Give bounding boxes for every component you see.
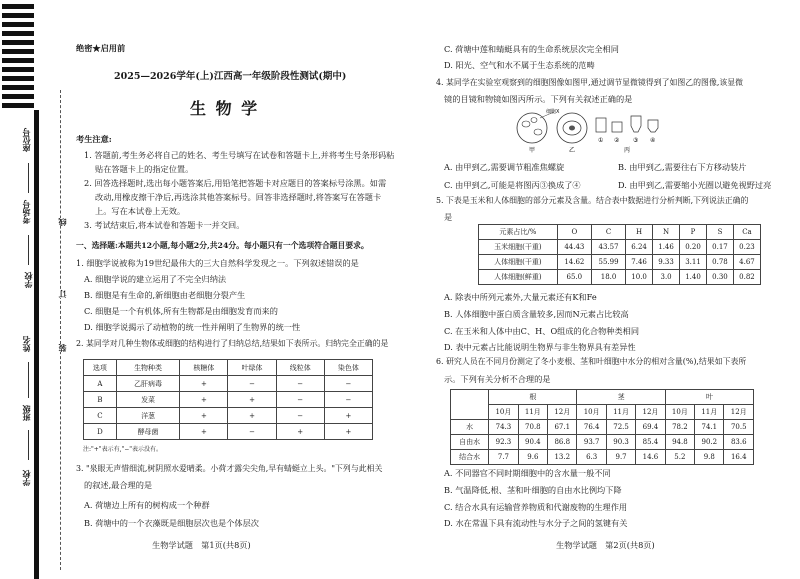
table-header-cell: 11月 (695, 405, 724, 420)
cell: 水 (451, 420, 489, 435)
section-heading: 一、选择题:本题共12小题,每小题2分,共24分。每小题只有一个选项符合题目要求。 (76, 241, 369, 250)
table-header-cell: 10月 (665, 405, 694, 420)
cell: 93.7 (577, 435, 606, 450)
q4-option-b: B. 由甲到乙,需要往右下方移动装片 (618, 162, 747, 172)
class-label: 班级 (21, 405, 31, 421)
table-group-cell: 茎 (577, 390, 665, 405)
cell: 乙肝病毒 (116, 376, 179, 392)
cell: 洋葱 (116, 408, 179, 424)
question-6-cont: 示。下列有关分析不合理的是 (444, 374, 551, 384)
table-row (84, 376, 373, 392)
cell: 0.20 (680, 240, 707, 255)
binding-bar (2, 22, 34, 27)
cell: 18.0 (591, 270, 625, 285)
table-header-cell: 叶绿体 (228, 360, 276, 376)
cell: + (324, 408, 372, 424)
cell-x-label: 细胞X (546, 109, 560, 115)
table-row (479, 270, 761, 285)
figure-bing (596, 116, 658, 154)
q3-option-c: C. 荷塘中莲和蜻蜓具有的生命系统层次完全相同 (444, 44, 619, 54)
table-row (479, 240, 761, 255)
cell: − (324, 376, 372, 392)
footer-right: 生物学试题 第2页(共8页) (556, 540, 655, 550)
cell: 43.57 (591, 240, 625, 255)
cell: 92.3 (489, 435, 518, 450)
cell: 发菜 (116, 392, 179, 408)
table-header-cell: 10月 (577, 405, 606, 420)
name-label: 姓名 (21, 336, 31, 352)
cell: + (180, 424, 228, 440)
cell: A (84, 376, 117, 392)
cell: − (276, 408, 324, 424)
cell: 76.4 (577, 420, 606, 435)
table-row (84, 424, 373, 440)
cell: 44.43 (557, 240, 591, 255)
q4-option-d: D. 由甲到乙,需要缩小光圈以避免视野过亮 (618, 180, 772, 190)
table-header-cell: 12月 (724, 405, 754, 420)
table-header-cell: 核糖体 (180, 360, 228, 376)
cell: 13.2 (548, 450, 577, 465)
cell: 9.8 (695, 450, 724, 465)
cell: 55.99 (591, 255, 625, 270)
seat-label: 座位号 (21, 128, 31, 152)
notice-line: 1. 答题前,考生务必将自己的姓名、考生号填写在试卷和答题卡上,并将考生号条形码粘 (84, 150, 395, 160)
label-3: ③ (633, 137, 639, 144)
class-line (28, 430, 29, 460)
cell: − (276, 392, 324, 408)
table-group-cell: 叶 (665, 390, 753, 405)
cell: 74.1 (695, 420, 724, 435)
question-5-cont: 是 (444, 212, 453, 222)
cell: 90.3 (606, 435, 635, 450)
binding-bar (2, 13, 34, 18)
cell: 69.4 (636, 420, 665, 435)
question-6: 6. 研究人员在不同月份测定了冬小麦根、茎和叶细胞中水分的相对含量(%),结果如下表所 (436, 357, 747, 366)
table-header-cell: C (591, 225, 625, 240)
table-row (451, 420, 754, 435)
binding-bar (2, 103, 34, 108)
table-header-cell: 生物种类 (116, 360, 179, 376)
table-header-row (84, 360, 373, 376)
binding-xian: 线 (57, 218, 67, 226)
table-header-cell: 线粒体 (276, 360, 324, 376)
q1-option-c: C. 细胞是一个有机体,所有生物都是由细胞发育而来的 (84, 306, 278, 316)
class-label-top: 学校 (23, 272, 33, 288)
label-bing: 丙 (624, 147, 631, 154)
cell: + (180, 408, 228, 424)
table-header-cell: O (557, 225, 591, 240)
cell: − (276, 376, 324, 392)
cell: 结合水 (451, 450, 489, 465)
q4-option-a: A. 由甲到乙,需要调节粗准焦螺旋 (444, 162, 565, 172)
binding-bar (2, 58, 34, 63)
cell: C (84, 408, 117, 424)
q5-option-c: C. 在玉米和人体中由C、H、O组成的化合物种类相同 (444, 326, 640, 336)
table-header-row (451, 390, 754, 405)
table-elements (478, 224, 761, 285)
exam-no-label: 考场号 (21, 200, 31, 224)
notice-line: 2. 回答选择题时,选出每小题答案后,用铅笔把答题卡对应题目的答案标号涂黑。如需 (84, 178, 387, 188)
footer-left: 生物学试题 第1页(共8页) (152, 540, 251, 550)
table-row (84, 408, 373, 424)
notice-line: 3. 考试结束后,将本试卷和答题卡一并交回。 (84, 220, 245, 230)
notice-line: 上。写在本试卷上无效。 (95, 206, 186, 216)
cell: + (180, 376, 228, 392)
cell: 1.46 (653, 240, 680, 255)
binding-strip (0, 0, 40, 579)
q5-option-d: D. 表中元素占比能说明生物界与非生物界具有差异性 (444, 342, 636, 352)
cell: 3.11 (680, 255, 707, 270)
q1-option-a: A. 细胞学说的建立运用了不完全归纳法 (84, 274, 227, 284)
q5-option-b: B. 人体细胞中蛋白质含量较多,因而N元素占比较高 (444, 309, 629, 319)
question-3-cont: 的叙述,最合理的是 (84, 480, 153, 490)
cell: 1.40 (680, 270, 707, 285)
cell: D (84, 424, 117, 440)
fold-line (60, 90, 62, 570)
table-header-cell: 选项 (84, 360, 117, 376)
subject-title: 生 物 学 (190, 99, 260, 118)
notice-title: 考生注意: (76, 134, 112, 144)
q6-option-a: A. 不同器官不同时期细胞中的含水量一般不同 (444, 468, 611, 478)
question-2: 2. 某同学对几种生物体或细胞的结构进行了归纳总结,结果如下表所示。归纳完全正确的是 (76, 339, 389, 348)
cell: 10.0 (626, 270, 653, 285)
cell: + (324, 424, 372, 440)
cell: 9.6 (518, 450, 547, 465)
figure-yi (557, 113, 587, 154)
cell: 4.67 (733, 255, 760, 270)
cell: 14.6 (636, 450, 665, 465)
cell: 78.2 (665, 420, 694, 435)
table-header-cell: P (680, 225, 707, 240)
school-label: 学校 (21, 470, 31, 486)
binding-zhuang: 装 (57, 344, 67, 352)
seat-line (28, 163, 29, 193)
question-5: 5. 下表是玉米和人体细胞的部分元素及含量。结合表中数据进行分析判断,下列说法正确的 (436, 196, 749, 205)
binding-edge-bar (34, 110, 39, 579)
cell: 7.7 (489, 450, 518, 465)
q6-option-b: B. 气温降低,根、茎和叶细胞的自由水比例均下降 (444, 485, 622, 495)
cell: 74.3 (489, 420, 518, 435)
table-note: 注:"+"表示有,"−"表示没有。 (83, 446, 163, 453)
cell: + (180, 392, 228, 408)
table-row (451, 450, 754, 465)
table-water (450, 389, 754, 465)
cell: 83.6 (724, 435, 754, 450)
q6-option-c: C. 结合水具有运输营养物质和代谢废物的生理作用 (444, 502, 628, 512)
cell: − (228, 376, 276, 392)
cell: + (276, 424, 324, 440)
label-jia: 甲 (529, 147, 536, 154)
notice-line: 贴在答题卡上的指定位置。 (95, 164, 194, 174)
binding-bar (2, 94, 34, 99)
q5-option-a: A. 除表中所列元素外,大量元素还有K和Fe (444, 292, 597, 302)
table-header-cell: 12月 (636, 405, 665, 420)
name-line (28, 362, 29, 398)
notice-line: 改动,用橡皮擦干净后,再选涂其他答案标号。回答非选择题时,将答案写在答题卡 (95, 192, 382, 202)
exam-title: 2025—2026学年(上)江西高一年级阶段性测试(期中) (114, 71, 347, 82)
table-header-row (479, 225, 761, 240)
q4-option-c: C. 由甲到乙,可能是将图丙③换成了④ (444, 180, 581, 190)
cell: 3.0 (653, 270, 680, 285)
microscope-figure (510, 108, 680, 154)
table-organelles (83, 359, 373, 440)
label-yi: 乙 (569, 147, 576, 154)
cell: 72.5 (606, 420, 635, 435)
figure-jia (517, 108, 560, 154)
binding-ding: 订 (57, 290, 67, 298)
cell: 65.0 (557, 270, 591, 285)
cell: 90.4 (518, 435, 547, 450)
cell: 67.1 (548, 420, 577, 435)
label-4: ④ (650, 137, 656, 144)
table-header-cell: 12月 (548, 405, 577, 420)
question-3: 3. "泉眼无声惜细流,树阴照水爱晴柔。小荷才露尖尖角,早有蜻蜓立上头。"下列与此相关 (76, 464, 383, 473)
table-header-cell: H (626, 225, 653, 240)
cell: 9.7 (606, 450, 635, 465)
cell: 人体细胞(鲜重) (479, 270, 558, 285)
label-1: ① (598, 137, 604, 144)
cell: 70.8 (518, 420, 547, 435)
cell: 6.3 (577, 450, 606, 465)
table-row (451, 435, 754, 450)
q6-option-d: D. 水在常温下具有流动性与水分子之间的氢键有关 (444, 518, 628, 528)
table-header-cell: 元素占比/% (479, 225, 558, 240)
question-4-cont: 镜的目镜和物镜如图丙所示。下列有关叙述正确的是 (444, 94, 633, 104)
table-header-cell: S (706, 225, 733, 240)
cell: 0.78 (706, 255, 733, 270)
cell: 人体细胞(干重) (479, 255, 558, 270)
table-header-cell: 染色体 (324, 360, 372, 376)
cell: 90.2 (695, 435, 724, 450)
table-header-cell: 10月 (489, 405, 518, 420)
cell: 6.24 (626, 240, 653, 255)
secret-mark: 绝密★启用前 (76, 43, 126, 53)
cell: + (228, 408, 276, 424)
cell: 70.5 (724, 420, 754, 435)
q3-option-d: D. 阳光、空气和水不属于生态系统的范畴 (444, 60, 595, 70)
table-row (84, 392, 373, 408)
cell: − (324, 392, 372, 408)
cell: 86.8 (548, 435, 577, 450)
table-header-cell: Ca (733, 225, 760, 240)
binding-bar (2, 49, 34, 54)
cell: − (228, 424, 276, 440)
cell: B (84, 392, 117, 408)
cell: 0.23 (733, 240, 760, 255)
cell: 5.2 (665, 450, 694, 465)
cell: 酵母菌 (116, 424, 179, 440)
cell: + (228, 392, 276, 408)
cell: 16.4 (724, 450, 754, 465)
table-row (479, 255, 761, 270)
binding-bar (2, 85, 34, 90)
table-header-cell: 11月 (606, 405, 635, 420)
q1-option-d: D. 细胞学说揭示了动植物的统一性并阐明了生物界的统一性 (84, 322, 301, 332)
table-header-cell: 11月 (518, 405, 547, 420)
cell: 14.62 (557, 255, 591, 270)
table-header-row (451, 405, 754, 420)
label-2: ② (614, 137, 620, 144)
cell: 7.46 (626, 255, 653, 270)
exam-no-line (28, 235, 29, 265)
cell: 0.82 (733, 270, 760, 285)
q3-option-b: B. 荷塘中的一个衣藻既是细胞层次也是个体层次 (84, 518, 259, 528)
cell: 玉米细胞(干重) (479, 240, 558, 255)
table-header-cell: N (653, 225, 680, 240)
cell: 自由水 (451, 435, 489, 450)
binding-bar (2, 67, 34, 72)
q3-option-a: A. 荷塘边上所有的树构成一个种群 (84, 500, 210, 510)
cell: 94.8 (665, 435, 694, 450)
table-corner-cell (451, 390, 489, 420)
table-group-cell: 根 (489, 390, 577, 405)
question-4: 4. 某同学在实验室观察到的细胞图像如图甲,通过调节显微镜得到了如图乙的图像,该显微 (436, 78, 744, 87)
binding-bar (2, 76, 34, 81)
q1-option-b: B. 细胞是有生命的,新细胞由老细胞分裂产生 (84, 290, 246, 300)
cell: 9.33 (653, 255, 680, 270)
binding-bar (2, 40, 34, 45)
cell: 0.30 (706, 270, 733, 285)
question-1: 1. 细胞学说被称为19世纪最伟大的三大自然科学发现之一。下列叙述错误的是 (76, 258, 359, 268)
cell: 85.4 (636, 435, 665, 450)
binding-bar (2, 4, 34, 9)
cell: 0.17 (706, 240, 733, 255)
binding-bar (2, 31, 34, 36)
